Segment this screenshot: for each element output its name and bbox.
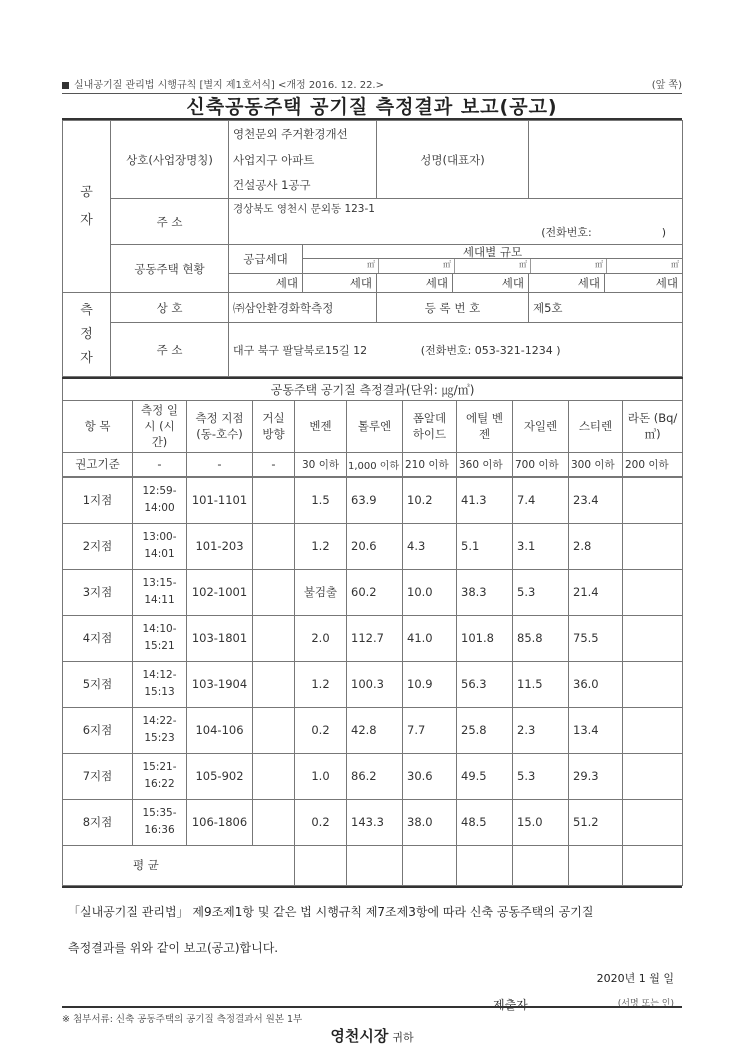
standard-label: 권고기준 <box>63 452 133 476</box>
styrene-cell: 75.5 <box>569 615 623 661</box>
xylene-cell: 5.3 <box>513 753 569 799</box>
styrene-cell: 29.3 <box>569 753 623 799</box>
representative-label: 성명(대표자) <box>377 121 529 199</box>
header-ethylbenzene: 에틸 벤젠 <box>457 400 513 452</box>
xylene-cell: 11.5 <box>513 661 569 707</box>
time-line: 14:11 <box>144 594 175 606</box>
form-title: 신축공동주택 공기질 측정결과 보고(공고) <box>62 94 682 120</box>
time-line: 15:35- <box>142 807 177 819</box>
measurer-address-label: 주 소 <box>111 323 229 377</box>
result-row <box>63 569 683 615</box>
form-header <box>62 76 682 94</box>
time-cell <box>133 661 187 707</box>
measurer-name-label: 상 호 <box>111 293 229 323</box>
average-cell <box>569 845 623 885</box>
area-unit: ㎡ <box>303 259 379 273</box>
results-header-row <box>63 400 683 452</box>
radon-cell <box>623 707 683 753</box>
formaldehyde-cell: 10.0 <box>403 569 457 615</box>
average-cell <box>403 845 457 885</box>
direction-cell <box>253 753 295 799</box>
header-direction: 거실 방향 <box>253 400 295 452</box>
direction-cell <box>253 615 295 661</box>
toluene-cell: 112.7 <box>347 615 403 661</box>
ethylbenzene-cell: 25.8 <box>457 707 513 753</box>
household-unit: 세대 <box>377 274 453 293</box>
time-cell <box>133 477 187 523</box>
area-unit-row <box>303 259 682 273</box>
location-cell: 102-1001 <box>187 569 253 615</box>
styrene-cell: 23.4 <box>569 477 623 523</box>
result-row <box>63 707 683 753</box>
time-cell <box>133 799 187 845</box>
ethylbenzene-cell: 5.1 <box>457 523 513 569</box>
header-benzene: 벤젠 <box>295 400 347 452</box>
point-cell: 3지점 <box>63 569 133 615</box>
toluene-cell: 60.2 <box>347 569 403 615</box>
location-cell: 101-1101 <box>187 477 253 523</box>
styrene-cell: 2.8 <box>569 523 623 569</box>
location-cell: 104-106 <box>187 707 253 753</box>
builder-address-cell <box>229 199 683 245</box>
result-row <box>63 753 683 799</box>
radon-cell <box>623 569 683 615</box>
formaldehyde-cell: 30.6 <box>403 753 457 799</box>
formaldehyde-cell: 38.0 <box>403 799 457 845</box>
time-cell <box>133 753 187 799</box>
point-cell: 2지점 <box>63 523 133 569</box>
time-line: 13:00- <box>142 531 177 543</box>
area-unit: ㎡ <box>531 259 607 273</box>
header-radon: 라돈 (Bq/㎥) <box>623 400 683 452</box>
area-unit: ㎡ <box>455 259 531 273</box>
page-side-label: (앞 쪽) <box>651 80 682 91</box>
result-row <box>63 523 683 569</box>
time-cell <box>133 569 187 615</box>
toluene-cell: 143.3 <box>347 799 403 845</box>
time-line: 15:21- <box>142 761 177 773</box>
standard-cell: 30 이하 <box>295 452 347 476</box>
average-row <box>63 845 683 885</box>
time-line: 14:12- <box>142 669 177 681</box>
report-form <box>62 76 682 1046</box>
styrene-cell: 36.0 <box>569 661 623 707</box>
builder-section-label: 공 자 <box>63 121 111 293</box>
toluene-cell: 20.6 <box>347 523 403 569</box>
time-line: 14:00 <box>144 502 175 514</box>
supply-households-label: 공급세대 <box>229 245 303 274</box>
household-scale-label: 세대별 규모 <box>303 245 682 259</box>
builder-address: 경상북도 영천시 문외동 123-1 <box>233 203 375 215</box>
location-cell: 105-902 <box>187 753 253 799</box>
household-scale-cell <box>303 245 683 274</box>
point-cell: 6지점 <box>63 707 133 753</box>
header-toluene: 톨루엔 <box>347 400 403 452</box>
builder-phone: (전화번호: ) <box>541 226 666 239</box>
direction-cell <box>253 569 295 615</box>
measurer-name: ㈜삼안환경화학측정 <box>229 293 377 323</box>
standard-cell: 360 이하 <box>457 452 513 476</box>
point-cell: 4지점 <box>63 615 133 661</box>
radon-cell <box>623 753 683 799</box>
header-formaldehyde: 폼알데 하이드 <box>403 400 457 452</box>
location-cell: 103-1801 <box>187 615 253 661</box>
results-title: 공동주택 공기질 측정결과(단위: ㎍/㎥) <box>63 378 683 400</box>
ethylbenzene-cell: 48.5 <box>457 799 513 845</box>
formaldehyde-cell: 10.9 <box>403 661 457 707</box>
results-table <box>62 377 683 477</box>
ethylbenzene-cell: 56.3 <box>457 661 513 707</box>
time-line: 12:59- <box>142 485 177 497</box>
location-cell: 103-1904 <box>187 661 253 707</box>
measurer-phone: (전화번호: 053-321-1234 ) <box>420 343 561 357</box>
average-cell <box>457 845 513 885</box>
time-cell <box>133 615 187 661</box>
average-label: 평 균 <box>63 845 295 885</box>
xylene-cell: 85.8 <box>513 615 569 661</box>
household-unit: 세대 <box>605 274 683 293</box>
formaldehyde-cell: 4.3 <box>403 523 457 569</box>
point-cell: 8지점 <box>63 799 133 845</box>
builder-address-label: 주 소 <box>111 199 229 245</box>
styrene-cell: 51.2 <box>569 799 623 845</box>
toluene-cell: 63.9 <box>347 477 403 523</box>
formaldehyde-cell: 10.2 <box>403 477 457 523</box>
result-row <box>63 661 683 707</box>
measurer-address: 대구 북구 팔달북로15길 12 <box>233 343 368 357</box>
header-item: 항 목 <box>63 400 133 452</box>
radon-cell <box>623 523 683 569</box>
time-line: 13:15- <box>142 577 177 589</box>
builder-name-line-3: 건설공사 1공구 <box>229 173 377 199</box>
benzene-cell: 1.2 <box>295 661 347 707</box>
formaldehyde-cell: 41.0 <box>403 615 457 661</box>
signature-hint: (서명 또는 인) <box>617 998 674 1009</box>
result-row <box>63 615 683 661</box>
results-body <box>62 477 683 886</box>
report-date: 2020년 1 월 일 <box>596 971 674 985</box>
toluene-cell: 100.3 <box>347 661 403 707</box>
household-unit: 세대 <box>529 274 605 293</box>
radon-cell <box>623 615 683 661</box>
header-location: 측정 지점 (동-호수) <box>187 400 253 452</box>
applicant-table <box>62 120 683 377</box>
result-row <box>63 799 683 845</box>
representative-value <box>529 121 683 199</box>
header-time: 측정 일시 (시간) <box>133 400 187 452</box>
benzene-cell: 1.0 <box>295 753 347 799</box>
time-line: 15:21 <box>144 640 175 652</box>
toluene-cell: 86.2 <box>347 753 403 799</box>
benzene-cell: 0.2 <box>295 707 347 753</box>
time-line: 16:36 <box>144 824 175 836</box>
ethylbenzene-cell: 49.5 <box>457 753 513 799</box>
measurer-address-cell <box>229 323 683 377</box>
measurer-section-label: 측 정 자 <box>63 293 111 377</box>
form-reference: 실내공기질 관리법 시행규칙 [별지 제1호서식] <개정 2016. 12. 22.> <box>62 76 384 93</box>
xylene-cell: 5.3 <box>513 569 569 615</box>
header-xylene: 자일렌 <box>513 400 569 452</box>
registration-number: 제5호 <box>529 293 683 323</box>
toluene-cell: 42.8 <box>347 707 403 753</box>
standard-cell: 700 이하 <box>513 452 569 476</box>
submitter-label: 제출자 <box>493 997 528 1012</box>
location-cell: 101-203 <box>187 523 253 569</box>
location-cell: 106-1806 <box>187 799 253 845</box>
ethylbenzene-cell: 41.3 <box>457 477 513 523</box>
time-line: 14:01 <box>144 548 175 560</box>
standard-cell: - <box>133 452 187 476</box>
benzene-cell: 불검출 <box>295 569 347 615</box>
styrene-cell: 13.4 <box>569 707 623 753</box>
housing-status-label: 공동주택 현황 <box>111 245 229 293</box>
benzene-cell: 1.2 <box>295 523 347 569</box>
xylene-cell: 15.0 <box>513 799 569 845</box>
direction-cell <box>253 523 295 569</box>
standard-cell: - <box>187 452 253 476</box>
radon-cell <box>623 661 683 707</box>
radon-cell <box>623 477 683 523</box>
ethylbenzene-cell: 38.3 <box>457 569 513 615</box>
supply-households-unit: 세대 <box>229 274 303 293</box>
direction-cell <box>253 661 295 707</box>
average-cell <box>295 845 347 885</box>
xylene-cell: 3.1 <box>513 523 569 569</box>
direction-cell <box>253 477 295 523</box>
builder-name-line-2: 사업지구 아파트 <box>229 147 377 173</box>
point-cell: 7지점 <box>63 753 133 799</box>
attachment-note: ※ 첨부서류: 신축 공동주택의 공기질 측정결과서 원본 1부 <box>62 1006 682 1025</box>
registration-number-label: 등 록 번 호 <box>377 293 529 323</box>
benzene-cell: 0.2 <box>295 799 347 845</box>
square-bullet-icon <box>62 82 69 89</box>
time-line: 15:13 <box>144 686 175 698</box>
time-line: 14:10- <box>142 623 177 635</box>
time-line: 14:22- <box>142 715 177 727</box>
formaldehyde-cell: 7.7 <box>403 707 457 753</box>
time-line: 15:23 <box>144 732 175 744</box>
xylene-cell: 7.4 <box>513 477 569 523</box>
point-cell: 5지점 <box>63 661 133 707</box>
ethylbenzene-cell: 101.8 <box>457 615 513 661</box>
time-cell <box>133 523 187 569</box>
addressee: 영천시장 귀하 <box>330 1026 414 1045</box>
average-cell <box>347 845 403 885</box>
builder-name-line-1: 영천문외 주거환경개선 <box>229 121 377 147</box>
report-statement: 「실내공기질 관리법」 제9조제1항 및 같은 법 시행규칙 제7조제3항에 따라 신축 공동주택의 공기질 측정결과를 위와 같이 보고(공고)합니다. <box>62 886 682 966</box>
standard-cell: 200 이하 <box>623 452 683 476</box>
time-cell <box>133 707 187 753</box>
benzene-cell: 2.0 <box>295 615 347 661</box>
standard-row <box>63 452 683 476</box>
result-row <box>63 477 683 523</box>
household-unit: 세대 <box>303 274 377 293</box>
xylene-cell: 2.3 <box>513 707 569 753</box>
styrene-cell: 21.4 <box>569 569 623 615</box>
standard-cell: 1,000 이하 <box>347 452 403 476</box>
area-unit: ㎡ <box>379 259 455 273</box>
benzene-cell: 1.5 <box>295 477 347 523</box>
standard-cell: 300 이하 <box>569 452 623 476</box>
header-styrene: 스티렌 <box>569 400 623 452</box>
standard-cell: 210 이하 <box>403 452 457 476</box>
average-cell <box>623 845 683 885</box>
radon-cell <box>623 799 683 845</box>
builder-name-label: 상호(사업장명칭) <box>111 121 229 199</box>
household-unit: 세대 <box>453 274 529 293</box>
point-cell: 1지점 <box>63 477 133 523</box>
direction-cell <box>253 707 295 753</box>
direction-cell <box>253 799 295 845</box>
area-unit: ㎡ <box>671 260 679 269</box>
time-line: 16:22 <box>144 778 175 790</box>
standard-cell: - <box>253 452 295 476</box>
average-cell <box>513 845 569 885</box>
